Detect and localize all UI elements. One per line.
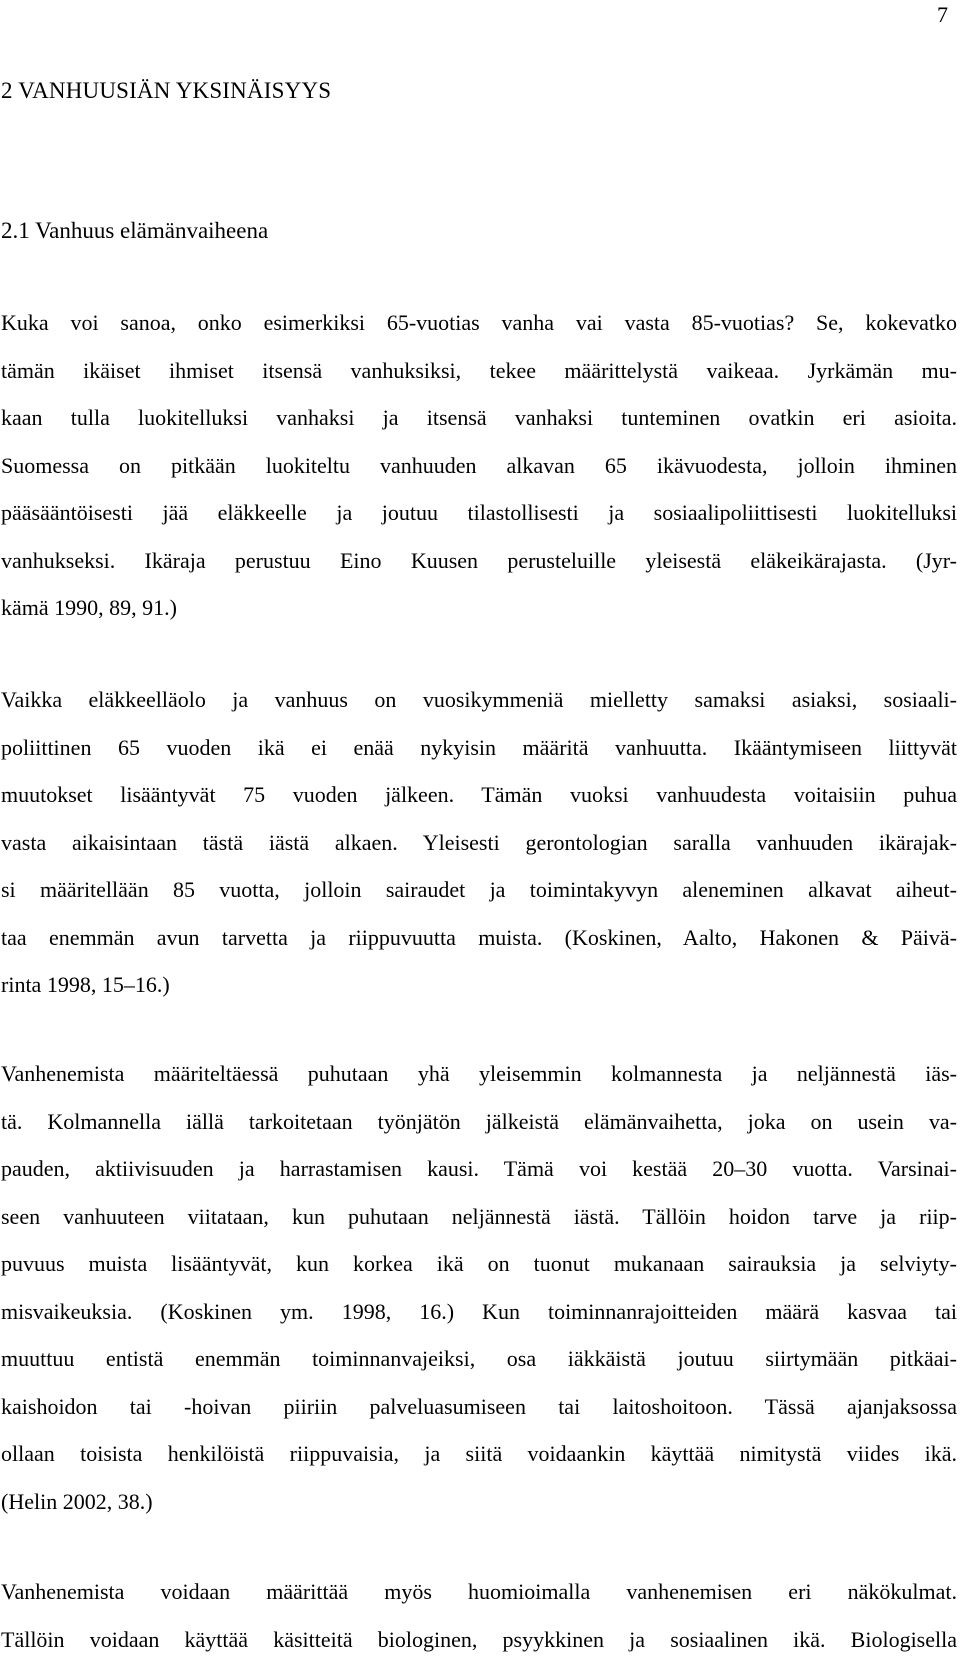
paragraph-line: pääsääntöisesti jää eläkkeelle ja joutuu tilastollisesti ja sosiaalipoliittisesti luokitelluksi xyxy=(1,498,957,546)
paragraph-line: Kuka voi sanoa, onko esimerkiksi 65-vuotias vanha vai vasta 85-vuotias? Se, kokevatko xyxy=(1,308,957,356)
paragraph-line: kämä 1990, 89, 91.) xyxy=(1,593,957,641)
paragraph-line: tä. Kolmannella iällä tarkoitetaan työnjätön jälkeistä elämänvaihetta, joka on usein va- xyxy=(1,1107,957,1155)
paragraph-line: muutokset lisääntyvät 75 vuoden jälkeen. Tämän vuoksi vanhuudesta voitaisiin puhua xyxy=(1,780,957,828)
paragraph-line: vasta aikaisintaan tästä iästä alkaen. Yleisesti gerontologian saralla vanhuuden ikärajak- xyxy=(1,828,957,876)
paragraph-3 xyxy=(1,1059,957,1534)
paragraph-line: pauden, aktiivisuuden ja harrastamisen kausi. Tämä voi kestää 20–30 vuotta. Varsinai- xyxy=(1,1154,957,1202)
paragraph-line: seen vanhuuteen viitataan, kun puhutaan neljännestä iästä. Tällöin hoidon tarve ja riip- xyxy=(1,1202,957,1250)
paragraph-line: (Helin 2002, 38.) xyxy=(1,1487,957,1535)
paragraph-line: Vanhenemista voidaan määrittää myös huomioimalla vanhenemisen eri näkökulmat. xyxy=(1,1577,957,1625)
chapter-title: 2 VANHUUSIÄN YKSINÄISYYS xyxy=(1,76,331,106)
paragraph-line: puvuus muista lisääntyvät, kun korkea ikä on tuonut mukanaan sairauksia ja selviyty- xyxy=(1,1249,957,1297)
paragraph-line: Vanhenemista määriteltäessä puhutaan yhä yleisemmin kolmannesta ja neljännestä iäs- xyxy=(1,1059,957,1107)
paragraph-line: vanhukseksi. Ikäraja perustuu Eino Kuusen perusteluille yleisestä eläkeikärajasta. (Jyr- xyxy=(1,546,957,594)
paragraph-line: kaishoidon tai -hoivan piiriin palveluasumiseen tai laitoshoitoon. Tässä ajanjaksossa xyxy=(1,1392,957,1440)
paragraph-2 xyxy=(1,685,957,1018)
paragraph-4 xyxy=(1,1577,957,1672)
paragraph-line: misvaikeuksia. (Koskinen ym. 1998, 16.) Kun toiminnanrajoitteiden määrä kasvaa tai xyxy=(1,1297,957,1345)
paragraph-line: Tällöin voidaan käyttää käsitteitä biologinen, psyykkinen ja sosiaalinen ikä. Biologisella xyxy=(1,1625,957,1672)
paragraph-line: taa enemmän avun tarvetta ja riippuvuutta muista. (Koskinen, Aalto, Hakonen & Päivä- xyxy=(1,923,957,971)
paragraph-line: poliittinen 65 vuoden ikä ei enää nykyisin määritä vanhuutta. Ikääntymiseen liittyvät xyxy=(1,733,957,781)
page-number: 7 xyxy=(937,2,948,28)
paragraph-line: rinta 1998, 15–16.) xyxy=(1,970,957,1018)
paragraph-line: Vaikka eläkkeelläolo ja vanhuus on vuosikymmeniä mielletty samaksi asiaksi, sosiaali- xyxy=(1,685,957,733)
paragraph-line: kaan tulla luokitelluksi vanhaksi ja itsensä vanhaksi tunteminen ovatkin eri asioita. xyxy=(1,403,957,451)
section-title: 2.1 Vanhuus elämänvaiheena xyxy=(1,216,268,246)
paragraph-line: ollaan toisista henkilöistä riippuvaisia, ja siitä voidaankin käyttää nimitystä viides ikä. xyxy=(1,1439,957,1487)
paragraph-line: Suomessa on pitkään luokiteltu vanhuuden alkavan 65 ikävuodesta, jolloin ihminen xyxy=(1,451,957,499)
paragraph-line: tämän ikäiset ihmiset itsensä vanhuksiksi, tekee määrittelystä vaikeaa. Jyrkämän mu- xyxy=(1,356,957,404)
paragraph-line: muuttuu entistä enemmän toiminnanvajeiksi, osa iäkkäistä joutuu siirtymään pitkäai- xyxy=(1,1344,957,1392)
paragraph-line: si määritellään 85 vuotta, jolloin sairaudet ja toimintakyvyn aleneminen alkavat aiheut- xyxy=(1,875,957,923)
paragraph-1 xyxy=(1,308,957,641)
